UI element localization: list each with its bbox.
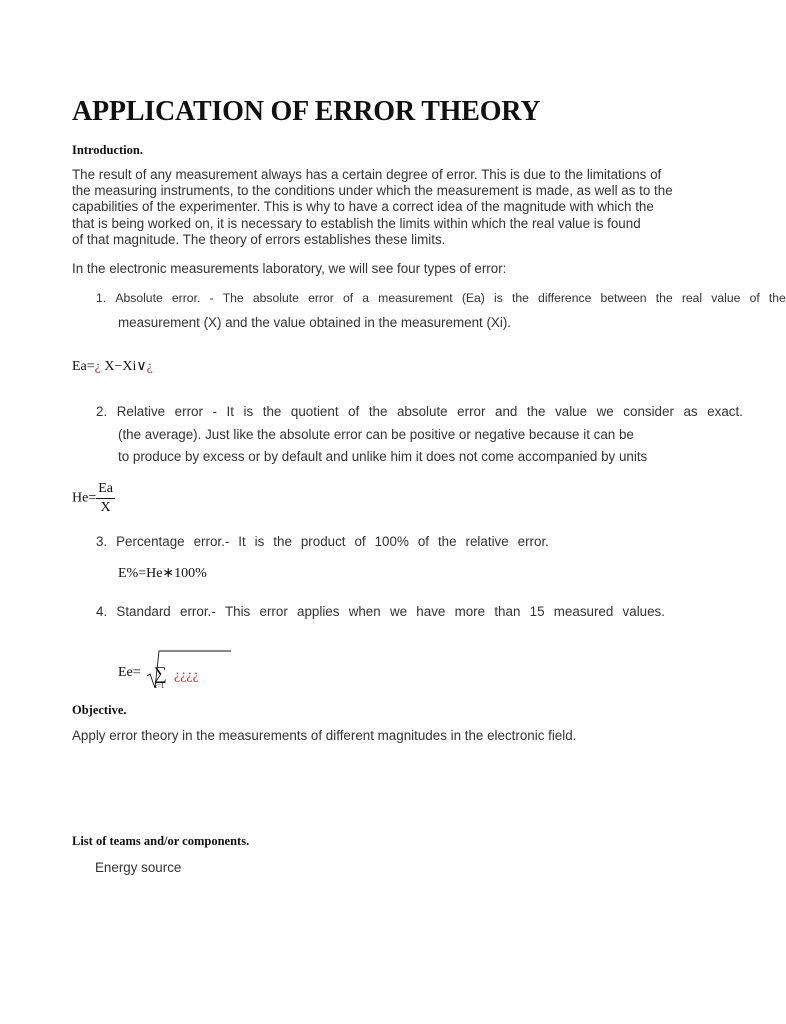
formula-placeholder-mark: ¿ (146, 359, 153, 374)
item-word: error (174, 404, 203, 419)
formula-percentage-error: E%=He∗100% (118, 566, 207, 581)
item-word: error (457, 404, 486, 419)
formula-absolute-error (72, 358, 153, 375)
item-word: This (224, 604, 251, 619)
item-word: when (348, 604, 381, 619)
list-item-standard-error (96, 604, 665, 619)
item-word: the (273, 534, 292, 549)
formula-text: Ee= (118, 665, 141, 680)
item-number: 1. (96, 291, 107, 305)
introduction-paragraph (72, 167, 673, 248)
item-word: real (681, 291, 703, 305)
item-word: error.- (193, 534, 230, 549)
item-word: error (259, 604, 288, 619)
item-word: product (300, 534, 346, 549)
summation-symbol: ∑ (154, 663, 167, 683)
list-item-relative-error (96, 404, 743, 419)
formula-placeholder-mark: ¿ (94, 359, 101, 374)
item-word: of (348, 404, 360, 419)
item-word: - (209, 291, 214, 305)
item-word: error. (171, 291, 201, 305)
item-number: 3. (96, 534, 108, 549)
item-word: of (354, 534, 366, 549)
item-word: is (243, 404, 254, 419)
item-word: value (711, 291, 741, 305)
item-word: consider (623, 404, 674, 419)
item-word: values. (622, 604, 665, 619)
item-word: error (308, 291, 334, 305)
justified-line (96, 291, 786, 305)
list-item-percentage-error (96, 534, 549, 549)
item-word: (Ea) (461, 291, 485, 305)
formula-placeholder-mark: ¿¿¿¿ (174, 668, 199, 683)
item-word: 100% (374, 534, 409, 549)
item-word: have (416, 604, 446, 619)
item-word: of (342, 291, 354, 305)
formula-relative-error (72, 482, 115, 515)
formula-text: X−Xi∨ (100, 359, 147, 374)
item-word: error.- (180, 604, 216, 619)
error-types-intro: In the electronic measurements laboratory, we will see four types of error: (72, 261, 507, 276)
document-title: APPLICATION OF ERROR THEORY (72, 96, 541, 127)
item-word: the (526, 404, 546, 419)
component-list-item (95, 860, 181, 875)
item-word: measurement (378, 291, 453, 305)
intro-line: The result of any measurement always has a certain degree of error. This is due to the limitations of (72, 167, 662, 182)
item-word: is (254, 534, 265, 549)
item-word: 15 (529, 604, 545, 619)
item-word: is (494, 291, 503, 305)
components-heading: List of teams and/or components. (72, 834, 250, 848)
item-word: difference (538, 291, 592, 305)
item-word: exact. (707, 404, 743, 419)
item-word: Relative (116, 404, 166, 419)
item-word: a (362, 291, 370, 305)
item-word: the (768, 291, 786, 305)
formula-standard-error (118, 648, 228, 692)
introduction-heading: Introduction. (72, 143, 143, 157)
intro-line: capabilities of the experimenter. This is why to have a correct idea of the magnitude with which the (72, 199, 654, 215)
fraction-denominator: X (100, 500, 111, 515)
item-word: The (222, 291, 244, 305)
formula-text: He= (72, 490, 97, 506)
intro-line: the measuring instruments, to the conditions under which the measurement is made, as well as to the (72, 183, 673, 199)
list-item-absolute-error (96, 291, 786, 305)
item-continuation: (the average). Just like the absolute error can be positive or negative because it can be (118, 427, 634, 442)
intro-line: that is being worked on, it is necessary to establish the limits within which the real value is found (72, 215, 641, 231)
item-word: measured (553, 604, 614, 619)
item-word: value (555, 404, 588, 419)
intro-line: of that magnitude. The theory of errors establishes these limits. (72, 231, 446, 247)
item-word: It (238, 534, 246, 549)
item-word: - (212, 404, 217, 419)
objective-text: Apply error theory in the measurements of different magnitudes in the electronic field. (72, 728, 577, 743)
item-word: the (437, 534, 457, 549)
item-continuation: to produce by excess or by default and unlike him it does not come accompanied by units (118, 449, 648, 464)
item-word: more (454, 604, 486, 619)
item-word: Absolute (115, 291, 163, 305)
item-word: relative (465, 534, 509, 549)
item-word: the (368, 404, 388, 419)
item-word: quotient (290, 404, 339, 419)
item-word: as (683, 404, 698, 419)
item-word: we (389, 604, 408, 619)
item-word: and (495, 404, 518, 419)
formula-text: Ea= (72, 359, 95, 374)
objective-heading: Objective. (72, 703, 127, 717)
item-word: absolute (252, 291, 299, 305)
justified-line (96, 604, 665, 619)
summation-index: i=1 (155, 682, 165, 690)
item-word: applies (297, 604, 340, 619)
item-number: 4. (96, 604, 108, 619)
item-word: than (494, 604, 521, 619)
item-word: error. (517, 534, 549, 549)
item-word: absolute (396, 404, 448, 419)
justified-line (96, 404, 743, 419)
item-word: of (417, 534, 429, 549)
fraction (96, 482, 115, 515)
item-word: of (749, 291, 760, 305)
item-word: the (655, 291, 673, 305)
item-word: It (226, 404, 234, 419)
component-name: Energy source (95, 860, 182, 875)
item-word: the (262, 404, 282, 419)
item-word: the (511, 291, 529, 305)
item-word: we (596, 404, 614, 419)
item-continuation: measurement (X) and the value obtained in the measurement (Xi). (118, 315, 511, 330)
item-word: Percentage (116, 534, 185, 549)
item-word: between (600, 291, 647, 305)
fraction-numerator: Ea (96, 482, 115, 499)
item-word: Standard (116, 604, 171, 619)
justified-line (96, 534, 549, 549)
item-number: 2. (96, 404, 108, 419)
